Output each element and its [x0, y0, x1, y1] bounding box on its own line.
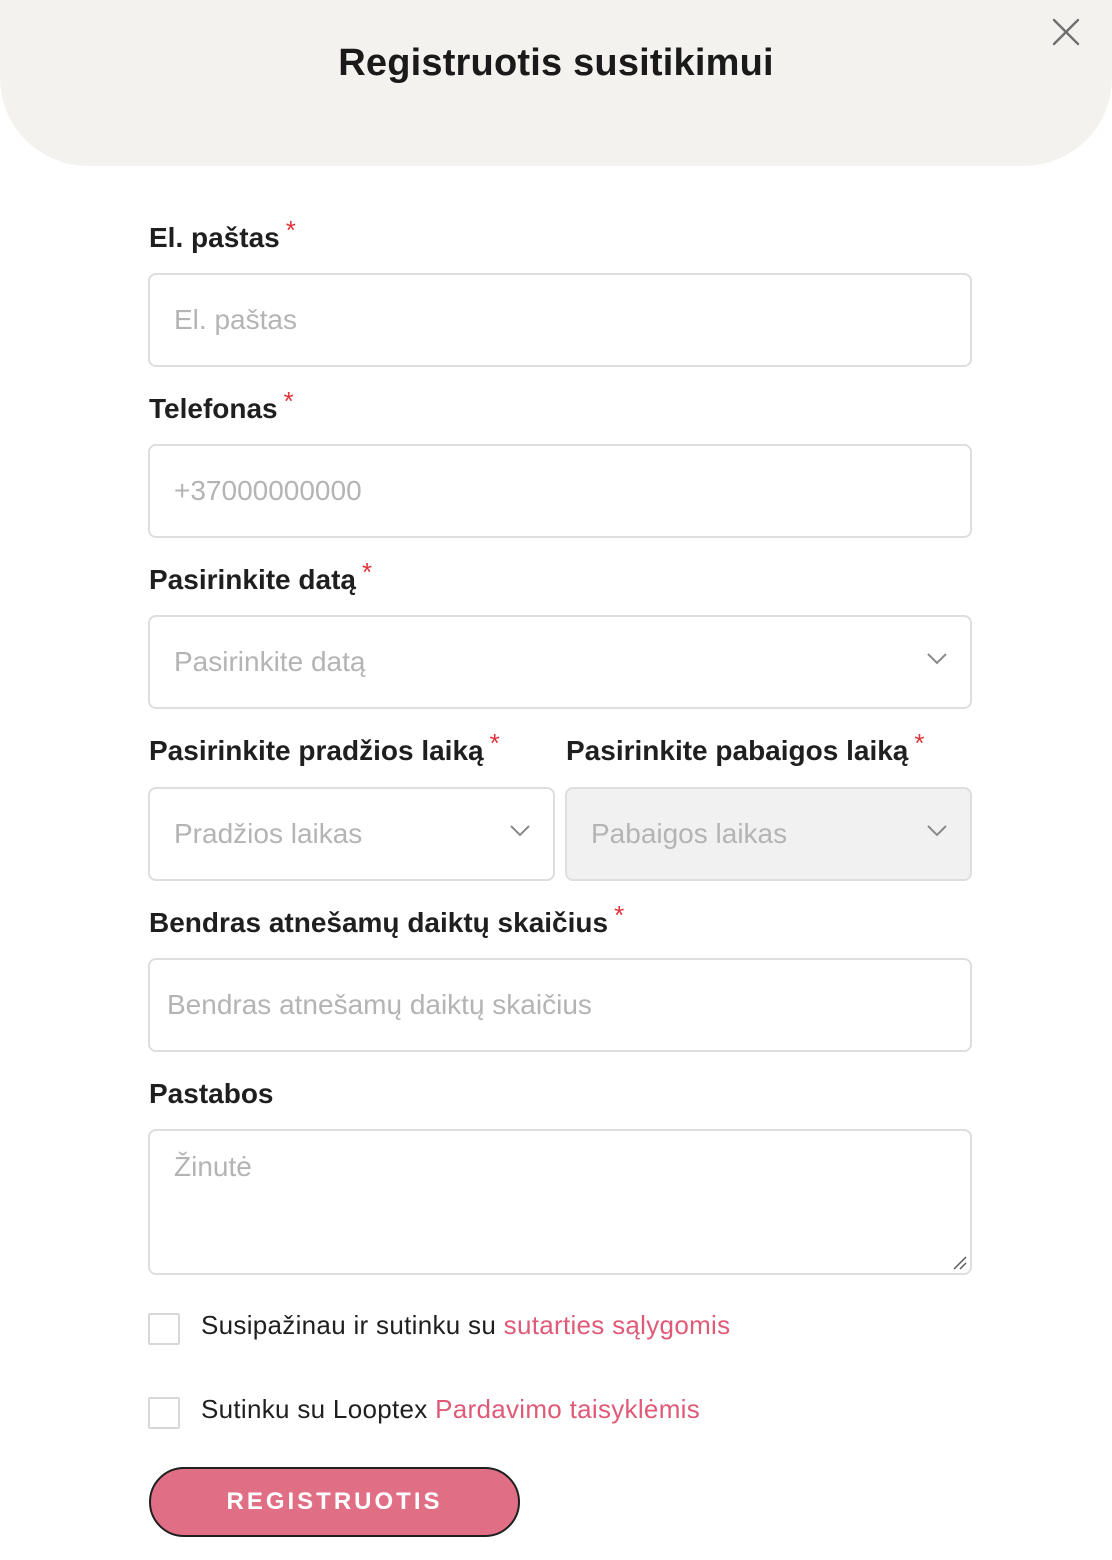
- sales-rules-link[interactable]: Pardavimo taisyklėmis: [435, 1394, 701, 1424]
- email-label-text: El. paštas: [149, 222, 280, 253]
- required-mark: *: [285, 215, 296, 245]
- start-time-label-text: Pasirinkite pradžios laiką: [149, 735, 484, 766]
- chevron-down-icon: [509, 824, 531, 838]
- chevron-down-icon: [926, 824, 948, 838]
- items-count-field[interactable]: [148, 958, 972, 1052]
- end-time-placeholder: Pabaigos laikas: [591, 818, 788, 849]
- close-button[interactable]: [1048, 14, 1084, 50]
- items-count-label-text: Bendras atnešamų daiktų skaičius: [149, 907, 609, 938]
- sales-rules-checkbox[interactable]: [148, 1397, 180, 1429]
- resize-handle-icon[interactable]: [951, 1254, 967, 1270]
- end-time-select[interactable]: [565, 787, 972, 881]
- required-mark: *: [361, 557, 373, 587]
- required-mark: *: [489, 728, 500, 758]
- end-time-label-text: Pasirinkite pabaigos laiką: [566, 735, 909, 766]
- phone-placeholder: +37000000000: [174, 475, 362, 506]
- sales-rules-agreement: [201, 1394, 700, 1425]
- register-button[interactable]: [149, 1467, 520, 1537]
- date-placeholder: Pasirinkite datą: [174, 646, 366, 677]
- items-count-label: [149, 900, 625, 939]
- terms-agreement: [201, 1310, 730, 1341]
- phone-field[interactable]: [148, 444, 972, 538]
- date-label-text: Pasirinkite datą: [149, 564, 356, 595]
- close-icon: [1048, 14, 1084, 50]
- email-label: [149, 215, 296, 254]
- terms-checkbox[interactable]: [148, 1313, 180, 1345]
- start-time-select[interactable]: [148, 787, 555, 881]
- notes-textarea[interactable]: [148, 1129, 972, 1275]
- phone-label: [149, 386, 294, 425]
- items-count-placeholder: Bendras atnešamų daiktų skaičius: [167, 989, 592, 1020]
- notes-label: Pastabos: [149, 1078, 274, 1109]
- modal-title: Registruotis susitikimui: [338, 42, 774, 84]
- start-time-placeholder: Pradžios laikas: [174, 818, 363, 849]
- required-mark: *: [283, 386, 294, 416]
- modal-header: [0, 0, 1112, 166]
- terms-text: Susipažinau ir sutinku su: [201, 1310, 497, 1340]
- required-mark: *: [914, 728, 925, 758]
- email-field[interactable]: [148, 273, 972, 367]
- terms-link[interactable]: sutarties sąlygomis: [503, 1310, 731, 1340]
- required-mark: *: [614, 900, 625, 930]
- sales-rules-text: Sutinku su Looptex: [201, 1394, 428, 1424]
- chevron-down-icon: [926, 652, 948, 666]
- date-label: [149, 557, 373, 596]
- start-time-label: [149, 728, 500, 767]
- end-time-label: [566, 728, 925, 767]
- date-select[interactable]: [148, 615, 972, 709]
- email-placeholder: El. paštas: [174, 304, 297, 335]
- phone-label-text: Telefonas: [149, 393, 278, 424]
- notes-placeholder: Žinutė: [174, 1151, 252, 1182]
- register-button-label: REGISTRUOTIS: [226, 1488, 443, 1515]
